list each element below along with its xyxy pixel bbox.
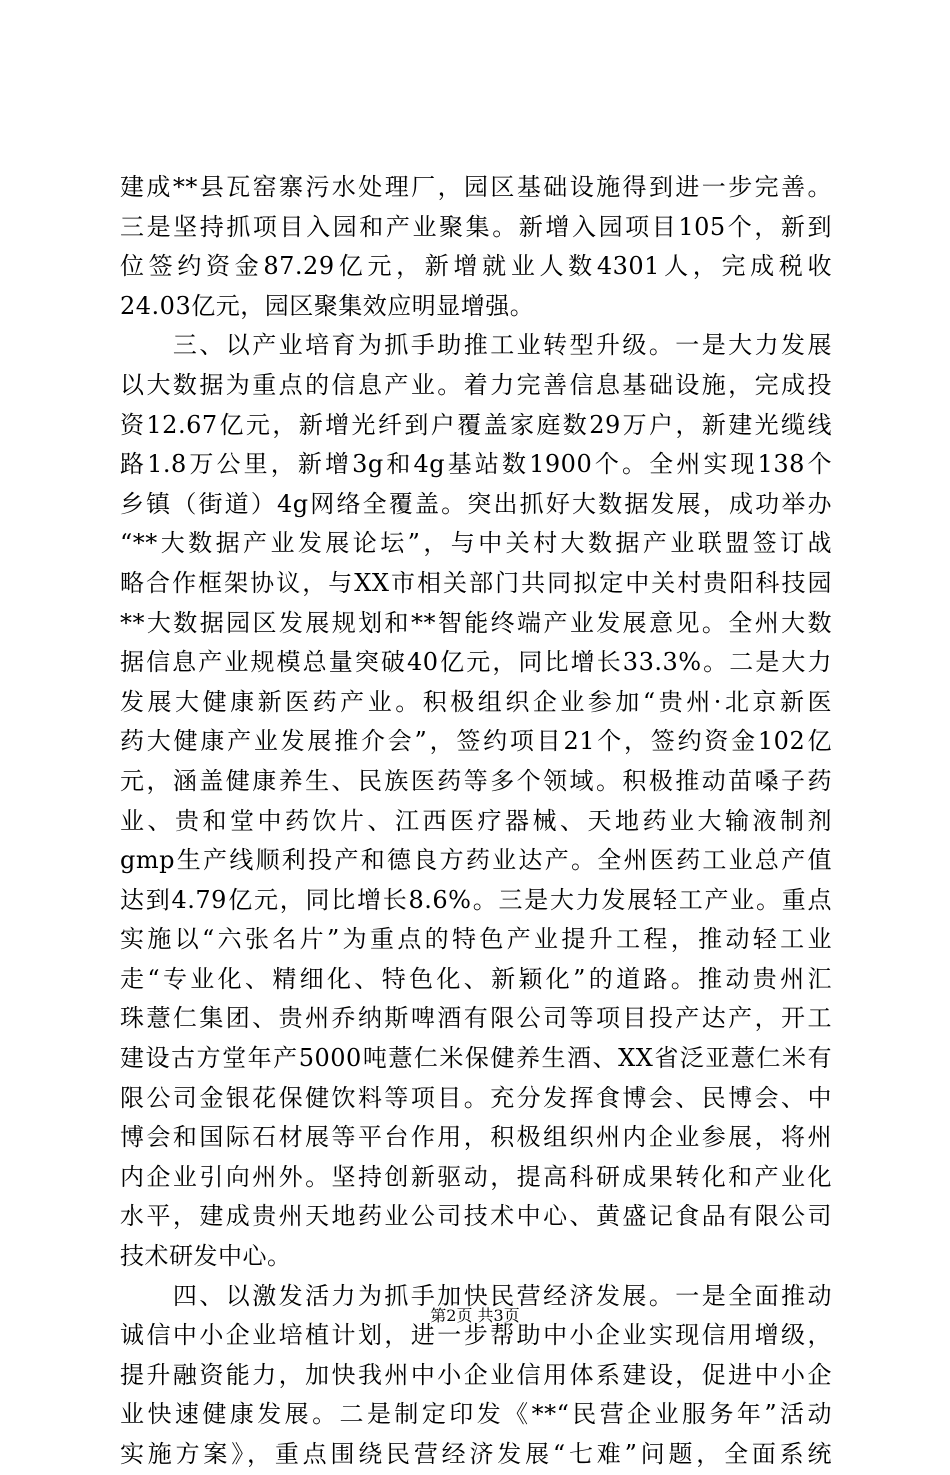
text-line: 建成**县瓦窑寨污水处理厂，园区基础设施得到进一步完善。 (120, 173, 832, 201)
text-line: 位签约资金87.29亿元，新增就业人数4301人，完成税收 (120, 252, 832, 281)
text-line: 药大健康产业发展推介会”，签约项目21个，签约资金102亿 (120, 727, 832, 756)
text-line: 据信息产业规模总量突破40亿元，同比增长33.3%。二是大力 (120, 648, 832, 677)
page-footer: 第2页 共3页 (430, 1306, 520, 1325)
text-line: 三是坚持抓项目入园和产业聚集。新增入园项目105个，新到 (120, 212, 832, 241)
document-body (120, 168, 832, 1475)
text-line: gmp生产线顺利投产和德良方药业达产。全州医药工业总产值 (120, 846, 832, 875)
text-line: 实施以“六张名片”为重点的特色产业提升工程，推动轻工业 (120, 925, 832, 954)
text-line: 业快速健康发展。二是制定印发《**“民营企业服务年”活动 (120, 1400, 832, 1429)
text-line: 技术研发中心。 (120, 1242, 292, 1271)
text-line: 24.03亿元，园区聚集效应明显增强。 (120, 291, 535, 320)
text-line: 略合作框架协议，与XX市相关部门共同拟定中关村贵阳科技园 (120, 568, 832, 597)
text-line: 四、以激发活力为抓手加快民营经济发展。一是全面推动 (120, 1281, 832, 1310)
text-line: 博会和国际石材展等平台作用，积极组织州内企业参展，将州 (120, 1123, 832, 1152)
text-line: 实施方案》，重点围绕民营经济发展“七难”问题，全面系统 (120, 1440, 832, 1468)
text-line: 提升融资能力，加快我州中小企业信用体系建设，促进中小企 (120, 1360, 832, 1389)
text-line: 走“专业化、精细化、特色化、新颖化”的道路。推动贵州汇 (120, 964, 832, 993)
text-line: 诚信中小企业培植计划，进一步帮助中小企业实现信用增级， (120, 1321, 832, 1350)
text-line: 三、以产业培育为抓手助推工业转型升级。一是大力发展 (120, 331, 832, 360)
text-line: 路1.8万公里，新增3g和4g基站数1900个。全州实现138个 (120, 450, 832, 479)
text-line: 水平，建成贵州天地药业公司技术中心、黄盛记食品有限公司 (120, 1202, 832, 1231)
text-line: 发展大健康新医药产业。积极组织企业参加“贵州·北京新医 (120, 687, 832, 716)
text-line: “**大数据产业发展论坛”，与中关村大数据产业联盟签订战 (120, 529, 832, 558)
text-line: 内企业引向州外。坚持创新驱动，提高科研成果转化和产业化 (120, 1162, 832, 1191)
text-line: 乡镇（街道）4g网络全覆盖。突出抓好大数据发展，成功举办 (120, 489, 832, 518)
text-line: 资12.67亿元，新增光纤到户覆盖家庭数29万户，新建光缆线 (120, 410, 832, 439)
text-line: 元，涵盖健康养生、民族医药等多个领域。积极推动苗嗓子药 (120, 766, 832, 795)
text-line: 业、贵和堂中药饮片、江西医疗器械、天地药业大输液制剂 (120, 806, 832, 835)
text-line: 以大数据为重点的信息产业。着力完善信息基础设施，完成投 (120, 370, 832, 399)
text-line: 珠薏仁集团、贵州乔纳斯啤酒有限公司等项目投产达产，开工 (120, 1004, 832, 1033)
text-line: 达到4.79亿元，同比增长8.6%。三是大力发展轻工产业。重点 (120, 885, 832, 914)
text-line: 建设古方堂年产5000吨薏仁米保健养生酒、XX省泛亚薏仁米有 (120, 1044, 832, 1073)
text-line: **大数据园区发展规划和**智能终端产业发展意见。全州大数 (120, 608, 832, 637)
text-line: 限公司金银花保健饮料等项目。充分发挥食博会、民博会、中 (120, 1083, 832, 1112)
